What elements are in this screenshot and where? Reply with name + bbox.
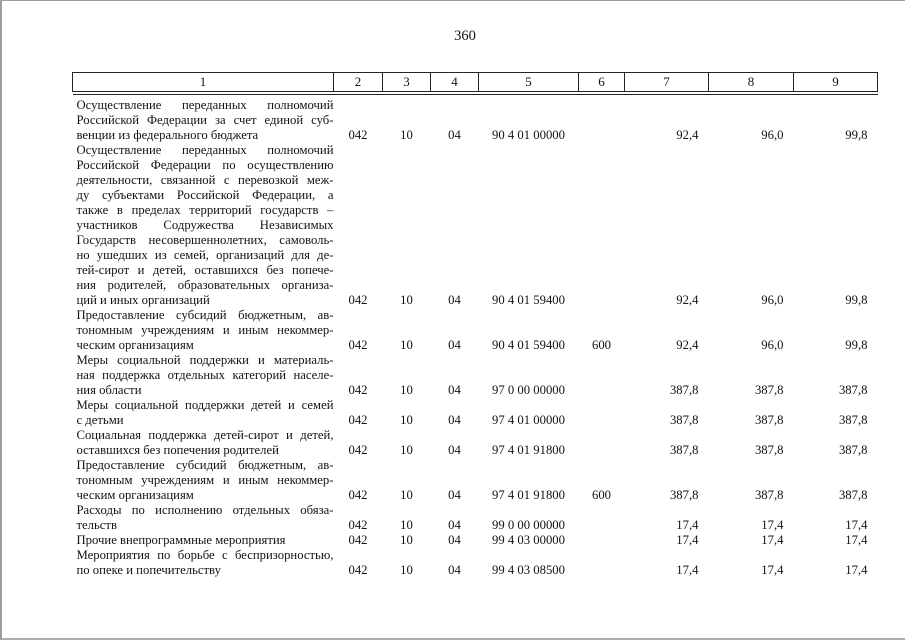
column-header: 6	[579, 73, 625, 92]
col-grbs: 042	[348, 338, 368, 352]
table-row	[73, 533, 878, 548]
col-podrazdel: 04	[448, 488, 461, 502]
col-razdel: 10	[400, 338, 413, 352]
col-value-7: 17,4	[676, 533, 699, 547]
table-row	[73, 548, 878, 578]
row-title-cell	[73, 143, 334, 308]
col-value-8: 96,0	[761, 293, 784, 307]
row-title-line: Российской Федерации за счет единой суб-	[76, 113, 334, 127]
table-header	[73, 73, 878, 95]
col-value-7: 17,4	[676, 563, 699, 577]
col-value-9: 17,4	[845, 563, 868, 577]
table-row	[73, 458, 878, 503]
column-header: 4	[431, 73, 479, 92]
col-vid-raskhodov	[579, 533, 625, 548]
col-celevaya-statya: 97 4 01 91800	[492, 488, 565, 502]
col-value-9: 99,8	[845, 293, 868, 307]
col-razdel: 10	[400, 128, 413, 142]
col-value-8: 387,8	[754, 443, 784, 457]
row-title-cell	[73, 548, 334, 578]
col-razdel: 10	[400, 293, 413, 307]
row-title-line: тономным учреждениям и иным некоммер-	[76, 473, 334, 487]
column-header: 3	[383, 73, 431, 92]
row-title-cell	[73, 458, 334, 503]
row-title-line: Мероприятия по борьбе с беспризорностью,	[76, 548, 334, 562]
col-celevaya-statya: 97 4 01 00000	[492, 413, 565, 427]
column-header: 9	[794, 73, 878, 92]
col-vid-raskhodov	[579, 398, 625, 428]
row-title-cell	[73, 308, 334, 353]
row-title-cell	[73, 503, 334, 533]
table-header-row	[73, 73, 878, 92]
row-title-line: ния родителей, образовательных организа-	[76, 278, 334, 292]
col-celevaya-statya: 99 0 00 00000	[492, 518, 565, 532]
col-value-7: 387,8	[669, 413, 699, 427]
row-title-line: Меры социальной поддержки детей и семей	[76, 398, 334, 412]
row-title-line: Меры социальной поддержки и материаль-	[76, 353, 334, 367]
col-value-8: 17,4	[761, 563, 784, 577]
table-row	[73, 353, 878, 398]
row-title-line: Российской Федерации по осуществлению	[76, 158, 334, 172]
row-title-cell	[73, 95, 334, 144]
column-header: 8	[709, 73, 794, 92]
col-grbs: 042	[348, 293, 368, 307]
col-razdel: 10	[400, 518, 413, 532]
col-grbs: 042	[348, 413, 368, 427]
row-title-line: венции из федерального бюджета	[76, 128, 259, 142]
page-number: 360	[454, 28, 476, 44]
col-value-7: 387,8	[669, 488, 699, 502]
col-value-7: 92,4	[676, 338, 699, 352]
col-vid-raskhodov: 600	[591, 338, 612, 352]
row-title-cell	[73, 353, 334, 398]
column-header: 1	[73, 73, 334, 92]
col-podrazdel: 04	[448, 443, 461, 457]
col-vid-raskhodov	[579, 503, 625, 533]
col-celevaya-statya: 99 4 03 08500	[492, 563, 565, 577]
col-value-7: 92,4	[676, 293, 699, 307]
row-title-line: Предоставление субсидий бюджетным, ав-	[76, 458, 334, 472]
row-title-line: Осуществление переданных полномочий	[76, 143, 334, 157]
col-vid-raskhodov	[579, 428, 625, 458]
table-row	[73, 308, 878, 353]
col-value-9: 99,8	[845, 338, 868, 352]
row-title-cell	[73, 533, 334, 548]
col-razdel: 10	[400, 533, 413, 547]
col-podrazdel: 04	[448, 338, 461, 352]
col-celevaya-statya: 90 4 01 59400	[492, 338, 565, 352]
col-razdel: 10	[400, 488, 413, 502]
col-vid-raskhodov	[579, 95, 625, 144]
row-title-line: Социальная поддержка детей-сирот и детей,	[76, 428, 334, 442]
budget-table	[72, 72, 878, 578]
table-row	[73, 398, 878, 428]
col-razdel: 10	[400, 413, 413, 427]
col-grbs: 042	[348, 443, 368, 457]
row-title-line: ду субъектами Российской Федерации, а	[76, 188, 334, 202]
row-title-line: ческим организациям	[76, 488, 194, 502]
col-value-9: 99,8	[845, 128, 868, 142]
col-vid-raskhodov: 600	[591, 488, 612, 502]
col-value-8: 17,4	[761, 518, 784, 532]
col-value-9: 17,4	[845, 518, 868, 532]
col-podrazdel: 04	[448, 383, 461, 397]
col-razdel: 10	[400, 383, 413, 397]
row-title-line: ная поддержка отдельных категорий населе-	[76, 368, 334, 382]
row-title-line: оставшихся без попечения родителей	[76, 443, 279, 457]
col-vid-raskhodov	[579, 143, 625, 308]
table-row	[73, 428, 878, 458]
col-value-8: 387,8	[754, 413, 784, 427]
row-title-line: с детьми	[76, 413, 124, 427]
col-value-7: 387,8	[669, 383, 699, 397]
col-value-7: 17,4	[676, 518, 699, 532]
col-vid-raskhodov	[579, 548, 625, 578]
row-title-line: Расходы по исполнению отдельных обяза-	[76, 503, 334, 517]
col-grbs: 042	[348, 488, 368, 502]
col-value-9: 387,8	[838, 413, 868, 427]
col-value-8: 387,8	[754, 383, 784, 397]
col-celevaya-statya: 97 0 00 00000	[492, 383, 565, 397]
col-value-9: 17,4	[845, 533, 868, 547]
row-title-line: Государств несовершеннолетних, самоволь-	[76, 233, 334, 247]
row-title-line: тономным учреждениям и иным некоммер-	[76, 323, 334, 337]
col-grbs: 042	[348, 563, 368, 577]
col-podrazdel: 04	[448, 293, 461, 307]
col-celevaya-statya: 97 4 01 91800	[492, 443, 565, 457]
col-grbs: 042	[348, 533, 368, 547]
table-row	[73, 503, 878, 533]
col-value-9: 387,8	[838, 443, 868, 457]
col-razdel: 10	[400, 443, 413, 457]
col-podrazdel: 04	[448, 413, 461, 427]
row-title-line: Осуществление переданных полномочий	[76, 98, 334, 112]
table-row	[73, 143, 878, 308]
col-value-9: 387,8	[838, 383, 868, 397]
col-podrazdel: 04	[448, 518, 461, 532]
row-title-line: ческим организациям	[76, 338, 194, 352]
column-header: 5	[479, 73, 579, 92]
col-celevaya-statya: 99 4 03 00000	[492, 533, 565, 547]
row-title-line: тей-сирот и детей, оставшихся без попече-	[76, 263, 334, 277]
row-title-cell	[73, 398, 334, 428]
col-podrazdel: 04	[448, 128, 461, 142]
col-value-8: 96,0	[761, 338, 784, 352]
row-title-line: ций и иных организаций	[76, 293, 210, 307]
col-value-7: 92,4	[676, 128, 699, 142]
col-podrazdel: 04	[448, 533, 461, 547]
col-grbs: 042	[348, 383, 368, 397]
col-razdel: 10	[400, 563, 413, 577]
row-title-line: также в пределах территорий государств –	[76, 203, 334, 217]
col-celevaya-statya: 90 4 01 59400	[492, 293, 565, 307]
row-title-line: участников Содружества Независимых	[76, 218, 334, 232]
row-title-line: по опеке и попечительству	[76, 563, 221, 577]
col-grbs: 042	[348, 128, 368, 142]
row-title-line: но ушедших из семей, организаций для де-	[76, 248, 334, 262]
col-value-9: 387,8	[838, 488, 868, 502]
col-value-8: 96,0	[761, 128, 784, 142]
table-row	[73, 95, 878, 144]
col-celevaya-statya: 90 4 01 00000	[492, 128, 565, 142]
row-title-cell	[73, 428, 334, 458]
col-value-8: 387,8	[754, 488, 784, 502]
row-title-line: деятельности, связанной с перевозкой меж-	[76, 173, 334, 187]
row-title-line: тельств	[76, 518, 117, 532]
col-grbs: 042	[348, 518, 368, 532]
col-value-7: 387,8	[669, 443, 699, 457]
column-header: 7	[625, 73, 709, 92]
table-body	[73, 95, 878, 579]
row-title-line: ния области	[76, 383, 142, 397]
row-title-line: Предоставление субсидий бюджетным, ав-	[76, 308, 334, 322]
row-title-line: Прочие внепрограммные мероприятия	[76, 533, 286, 547]
col-podrazdel: 04	[448, 563, 461, 577]
col-vid-raskhodov	[579, 353, 625, 398]
column-header: 2	[334, 73, 383, 92]
col-value-8: 17,4	[761, 533, 784, 547]
